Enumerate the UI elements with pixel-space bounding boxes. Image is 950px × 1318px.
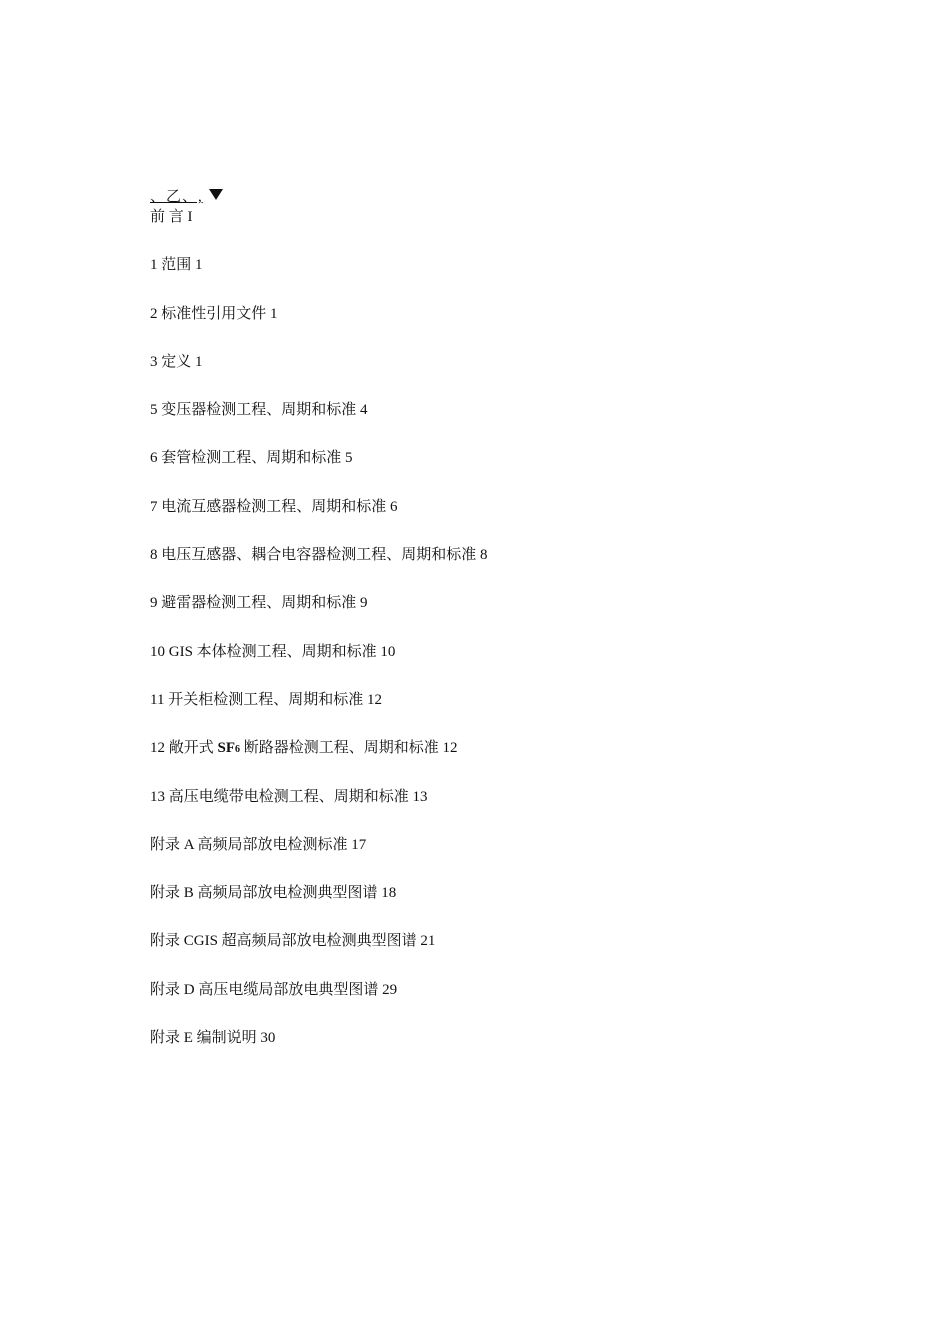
toc-item-arrester[interactable]: 9 避雷器检测工程、周期和标准 9 (150, 595, 368, 612)
toc-item-appendix-a[interactable]: 附录 A 高频局部放电检测标准 17 (150, 836, 367, 853)
toc-item-sf6-pre: 12 敞开式 (150, 740, 218, 757)
toc-item-appendix-d[interactable]: 附录 D 高压电缆局部放电典型图谱 29 (150, 981, 398, 998)
toc-item-appendix-b[interactable]: 附录 B 高频局部放电检测典型图谱 18 (150, 885, 397, 902)
toc-item-sf6-post: 断路器检测工程、周期和标准 12 (240, 740, 458, 757)
toc-item-bushing[interactable]: 6 套管检测工程、周期和标准 5 (150, 450, 353, 467)
toc-header-marks: 、乙、, (150, 189, 203, 205)
toc-item-definitions[interactable]: 3 定义 1 (150, 353, 203, 370)
toc-item-scope[interactable]: 1 范围 1 (150, 257, 203, 274)
toc-item-normative-references[interactable]: 2 标准性引用文件 1 (150, 305, 278, 322)
toc-item-switchgear[interactable]: 11 开关柜检测工程、周期和标准 12 (150, 691, 382, 708)
toc-item-sf6-breaker[interactable] (150, 737, 488, 785)
toc-item-current-transformer[interactable]: 7 电流互感器检测工程、周期和标准 6 (150, 498, 398, 515)
toc-item-appendix-c[interactable]: 附录 CGIS 超高频局部放电检测典型图谱 21 (150, 933, 436, 950)
toc-item-sf6-formula: SF (217, 740, 236, 757)
table-of-contents (150, 206, 488, 1075)
toc-item-hv-cable[interactable]: 13 高压电缆带电检测工程、周期和标准 13 (150, 788, 428, 805)
toc-item-transformer[interactable]: 5 变压器检测工程、周期和标准 4 (150, 402, 368, 419)
toc-header (150, 188, 223, 206)
toc-item-preface[interactable]: 前 言 I (150, 209, 193, 225)
toc-item-sf6-subscript: 6 (235, 744, 241, 756)
toc-item-voltage-transformer[interactable]: 8 电压互感器、耦合电容器检测工程、周期和标准 8 (150, 547, 488, 564)
triangle-down-icon (209, 189, 223, 200)
toc-item-gis[interactable]: 10 GIS 本体检测工程、周期和标准 10 (150, 643, 396, 660)
toc-item-appendix-e[interactable]: 附录 E 编制说明 30 (150, 1030, 276, 1047)
